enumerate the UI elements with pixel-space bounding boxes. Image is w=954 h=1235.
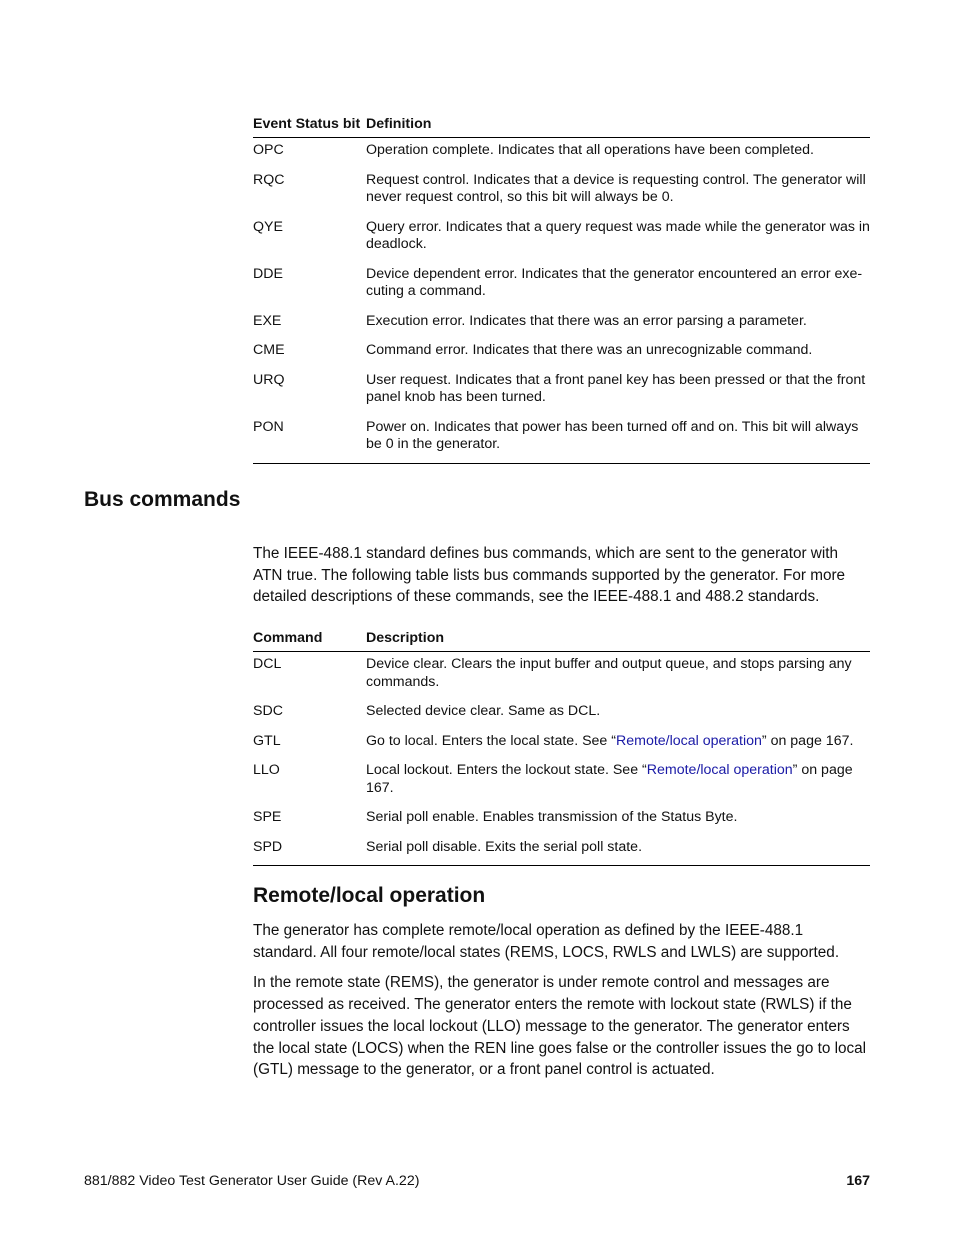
bit-cell: RQC bbox=[253, 171, 285, 188]
bit-cell: URQ bbox=[253, 371, 285, 388]
page-number: 167 bbox=[846, 1173, 870, 1189]
description-cell: Serial poll enable. Enables transmission of the Status Byte. bbox=[366, 809, 738, 825]
table-row bbox=[253, 797, 870, 827]
description-text: Go to local. Enters the local state. See “ bbox=[366, 732, 616, 749]
definition-cell: Operation complete. Indicates that all operations have been completed. bbox=[366, 142, 814, 158]
description-text: ” on page 167. bbox=[366, 762, 853, 796]
col-header-description: Description bbox=[366, 630, 870, 652]
remote-local-body bbox=[253, 920, 870, 1081]
bit-cell: OPC bbox=[253, 142, 284, 158]
command-cell: SPE bbox=[253, 809, 282, 825]
bit-cell: PON bbox=[253, 407, 366, 464]
bus-commands-table bbox=[253, 630, 870, 866]
bus-intro-wrap bbox=[253, 543, 870, 608]
table-row bbox=[253, 652, 870, 692]
description-text: Local lockout. Enters the lockout state. See “ bbox=[366, 762, 647, 778]
table-row bbox=[253, 407, 870, 464]
bus-commands-table-wrap bbox=[253, 630, 870, 866]
bus-intro-paragraph: The IEEE-488.1 standard defines bus commands, which are sent to the generator with ATN true. The following table lists bus commands supported by the generator. For more detailed descriptions of these commands, see the IEEE-488.1 and 488.2 standards. bbox=[253, 545, 846, 606]
definition-cell: User request. Indicates that a front panel key has been pressed or that the front panel knob has been turned. bbox=[366, 371, 866, 405]
table-row bbox=[253, 330, 870, 360]
command-cell: GTL bbox=[253, 732, 281, 749]
description-cell: Selected device clear. Same as DCL. bbox=[366, 703, 601, 719]
command-cell: DCL bbox=[253, 656, 282, 672]
bit-cell: EXE bbox=[253, 312, 282, 329]
bus-commands-heading: Bus commands bbox=[84, 488, 241, 511]
description-cell bbox=[366, 750, 870, 797]
table-row bbox=[253, 360, 870, 407]
table-row bbox=[253, 750, 870, 797]
event-status-table bbox=[253, 116, 870, 464]
description-cell: Serial poll disable. Exits the serial poll state. bbox=[366, 827, 870, 866]
command-cell: LLO bbox=[253, 762, 280, 778]
remote-local-operation-link[interactable]: Remote/local operation bbox=[616, 732, 762, 749]
event-status-table-wrap bbox=[253, 116, 870, 464]
definition-cell: Query error. Indicates that a query request was made while the generator was in deadlock. bbox=[366, 218, 870, 252]
bit-cell: CME bbox=[253, 342, 285, 358]
description-cell bbox=[366, 721, 870, 751]
col-header-command: Command bbox=[253, 630, 366, 652]
table-row bbox=[253, 691, 870, 721]
remote-local-operation-link[interactable]: Remote/local operation bbox=[646, 762, 793, 778]
bit-cell: DDE bbox=[253, 265, 283, 282]
table-row bbox=[253, 721, 870, 751]
table-row bbox=[253, 160, 870, 207]
table-row bbox=[253, 207, 870, 254]
bit-cell: QYE bbox=[253, 218, 283, 235]
definition-cell: Request control. Indicates that a device is requesting control. The generator will never request control, so this bit will always be 0. bbox=[366, 171, 866, 205]
remote-local-heading: Remote/local operation bbox=[253, 884, 486, 907]
table-row bbox=[253, 301, 870, 331]
footer-title: 881/882 Video Test Generator User Guide (Rev A.22) bbox=[84, 1173, 420, 1189]
definition-cell: Command error. Indicates that there was an unrecognizable command. bbox=[366, 342, 813, 358]
definition-cell: Power on. Indicates that power has been turned off and on. This bit will always be 0 in the generator. bbox=[366, 407, 870, 464]
table-row bbox=[253, 138, 870, 160]
definition-cell: Execution error. Indicates that there was an error parsing a parameter. bbox=[366, 312, 807, 329]
remote-paragraph-2: In the remote state (REMS), the generator is under remote control and messages are processed as received. The generator enters the remote with lockout state (RWLS) if the controller issues the local lockout (LLO) message to the generator. The generator enters the local state (LOCS) when the REN line goes false or the controller issues the go to local (GTL) message to the generator, or a front panel control is actuated. bbox=[253, 974, 867, 1079]
description-text: ” on page 167. bbox=[761, 732, 854, 749]
command-cell: SDC bbox=[253, 703, 283, 719]
definition-cell: Device dependent error. Indicates that the generator encountered an error exe-cuting a command. bbox=[366, 265, 863, 299]
remote-paragraph-1: The generator has complete remote/local operation as defined by the IEEE-488.1 standard. All four remote/local states (REMS, LOCS, RWLS and LWLS) are supported. bbox=[253, 922, 840, 961]
description-cell: Device clear. Clears the input buffer and output queue, and stops parsing any commands. bbox=[366, 656, 852, 690]
col-header-definition: Definition bbox=[366, 116, 870, 138]
command-cell: SPD bbox=[253, 827, 366, 866]
table-row bbox=[253, 254, 870, 301]
table-row bbox=[253, 827, 870, 866]
col-header-bit: Event Status bit bbox=[253, 116, 366, 138]
